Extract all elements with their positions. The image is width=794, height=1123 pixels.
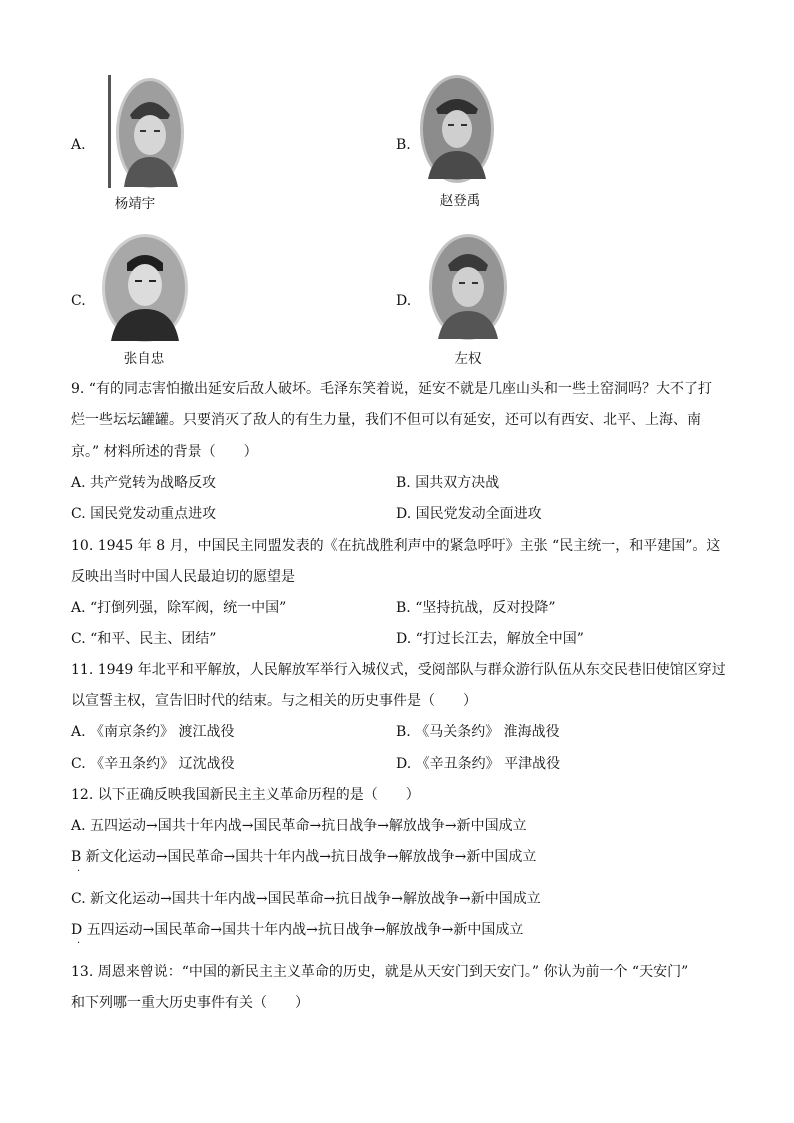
q10-option-a: A. “打倒列强，除军阀，统一中国” — [71, 600, 287, 616]
q9-option-d: D. 国民党发动全面进攻 — [396, 506, 542, 522]
q13-line-1: 13. 周恩来曾说：“中国的新民主主义革命的历史，就是从天安门到天安门。” 你认为前一个 “天安门” — [71, 964, 689, 980]
q9-option-a: A. 共产党转为战略反攻 — [71, 475, 217, 491]
q10-option-c: C. “和平、民主、团结” — [71, 631, 217, 647]
portrait-c-image — [101, 233, 189, 343]
option-c-name: 张自忠 — [123, 351, 165, 367]
q9-option-c: C. 国民党发动重点进攻 — [71, 506, 217, 522]
q12-stem: 12. 以下正确反映我国新民主主义革命历程的是（ ） — [71, 787, 420, 803]
q10-line-1: 10. 1945 年 8 月，中国民主同盟发表的《在抗战胜利声中的紧急呼吁》主张 “民主统一，和平建国”。这 — [71, 538, 721, 554]
q10-line-2: 反映出当时中国人民最迫切的愿望是 — [71, 569, 295, 585]
q11-option-a: A. 《南京条约》 渡江战役 — [71, 724, 235, 740]
portrait-a-image — [108, 75, 186, 188]
q11-line-2: 以宣誓主权，宣告旧时代的结束。与之相关的历史事件是（ ） — [71, 693, 477, 709]
q12-option-b: B 新文化运动→国民革命→国共十年内战→抗日战争→解放战争→新中国成立 — [71, 849, 537, 865]
q9-line-3: 京。” 材料所述的背景（ ） — [71, 444, 258, 460]
option-a-name: 杨靖宇 — [114, 196, 156, 212]
q11-option-c: C. 《辛丑条约》 辽沈战役 — [71, 756, 235, 772]
option-b-letter: B. — [396, 137, 411, 153]
q12-option-d: D 五四运动→国民革命→国共十年内战→抗日战争→解放战争→新中国成立 — [71, 922, 524, 938]
option-d-name: 左权 — [454, 351, 482, 367]
q9-line-2: 烂一些坛坛罐罐。只要消灭了敌人的有生力量，我们不但可以有延安，还可以有西安、北平、上海、南 — [71, 412, 701, 428]
q13-line-2: 和下列哪一重大历史事件有关（ ） — [71, 995, 309, 1011]
q12-option-b-dot: · — [77, 866, 81, 877]
option-d-letter: D. — [396, 293, 412, 309]
q9-option-b: B. 国共双方决战 — [396, 475, 500, 491]
q11-option-d: D. 《辛丑条约》 平津战役 — [396, 756, 561, 772]
q9-line-1: 9. “有的同志害怕撤出延安后敌人破坏。毛泽东笑着说，延安不就是几座山头和一些土窑洞吗？大不了打 — [71, 381, 712, 397]
q11-option-b: B. 《马关条约》 淮海战役 — [396, 724, 560, 740]
q11-line-1: 11. 1949 年北平和平解放，人民解放军举行入城仪式，受阅部队与群众游行队伍从东交民巷旧使馆区穿过 — [71, 662, 726, 678]
q12-option-a: A. 五四运动→国共十年内战→国民革命→抗日战争→解放战争→新中国成立 — [71, 818, 527, 834]
option-b-name: 赵登禹 — [439, 193, 481, 209]
q10-option-b: B. “坚持抗战，反对投降” — [396, 600, 556, 616]
option-c-letter: C. — [71, 293, 86, 309]
q10-option-d: D. “打过长江去，解放全中国” — [396, 631, 584, 647]
portrait-d-image — [428, 233, 508, 341]
q12-option-d-dot: · — [77, 938, 81, 949]
portrait-b-image — [418, 73, 496, 185]
option-a-letter: A. — [71, 137, 86, 153]
q12-option-c: C. 新文化运动→国共十年内战→国民革命→抗日战争→解放战争→新中国成立 — [71, 891, 541, 907]
